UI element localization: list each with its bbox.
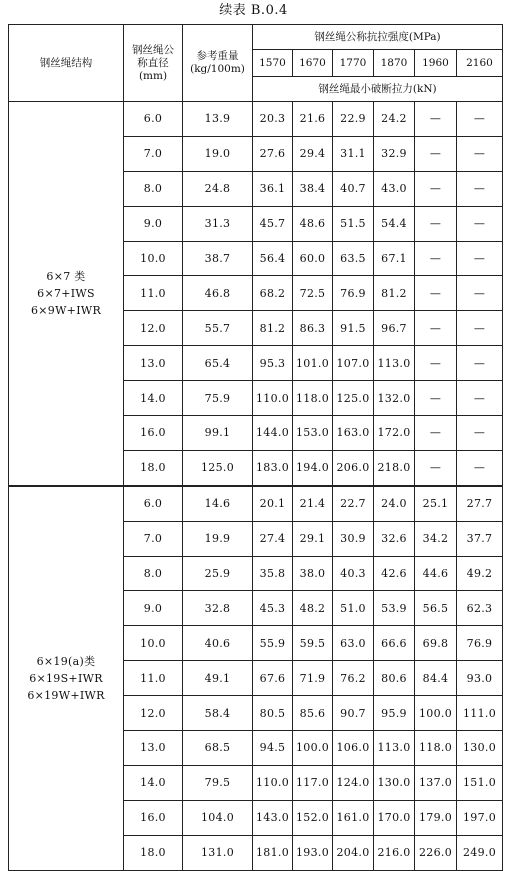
cell-breaking-force: 216.0: [374, 835, 415, 870]
cell-breaking-force: 22.7: [333, 486, 374, 521]
header-grade: 1770: [333, 50, 374, 77]
cell-diameter: 13.0: [124, 346, 183, 381]
cell-breaking-force: 71.9: [293, 661, 333, 696]
cell-breaking-force: 113.0: [374, 346, 415, 381]
cell-weight: 40.6: [183, 626, 253, 661]
cell-breaking-force: 95.9: [374, 696, 415, 731]
cell-breaking-force: 118.0: [293, 381, 333, 416]
cell-breaking-force: —: [415, 346, 457, 381]
cell-breaking-force: 124.0: [333, 765, 374, 800]
cell-breaking-force: —: [457, 346, 503, 381]
cell-breaking-force: 44.6: [415, 556, 457, 591]
cell-breaking-force: 48.2: [293, 591, 333, 626]
cell-breaking-force: 151.0: [457, 765, 503, 800]
cell-breaking-force: 53.9: [374, 591, 415, 626]
cell-breaking-force: —: [457, 206, 503, 241]
header-diameter-line-1: 钢丝绳公: [132, 43, 174, 56]
cell-diameter: 14.0: [124, 765, 183, 800]
cell-breaking-force: —: [415, 381, 457, 416]
cell-breaking-force: 72.5: [293, 276, 333, 311]
cell-breaking-force: 45.3: [253, 591, 293, 626]
header-grade: 1960: [415, 50, 457, 77]
cell-weight: 38.7: [183, 241, 253, 276]
group-label-line: 6×7 类: [46, 269, 86, 283]
cell-diameter: 18.0: [124, 450, 183, 485]
cell-breaking-force: 118.0: [415, 731, 457, 766]
cell-breaking-force: 63.5: [333, 241, 374, 276]
cell-breaking-force: 63.0: [333, 626, 374, 661]
cell-breaking-force: 62.3: [457, 591, 503, 626]
cell-breaking-force: 35.8: [253, 556, 293, 591]
cell-breaking-force: 100.0: [293, 731, 333, 766]
header-weight: [183, 25, 253, 102]
cell-breaking-force: 81.2: [253, 311, 293, 346]
cell-breaking-force: —: [457, 276, 503, 311]
cell-breaking-force: 51.5: [333, 206, 374, 241]
cell-breaking-force: —: [415, 311, 457, 346]
cell-breaking-force: 86.3: [293, 311, 333, 346]
cell-breaking-force: 42.6: [374, 556, 415, 591]
cell-breaking-force: —: [415, 416, 457, 451]
cell-breaking-force: 56.5: [415, 591, 457, 626]
cell-weight: 24.8: [183, 171, 253, 206]
cell-diameter: 6.0: [124, 102, 183, 137]
cell-breaking-force: 27.6: [253, 136, 293, 171]
cell-diameter: 18.0: [124, 835, 183, 870]
cell-breaking-force: 113.0: [374, 731, 415, 766]
cell-weight: 46.8: [183, 276, 253, 311]
cell-breaking-force: 69.8: [415, 626, 457, 661]
cell-breaking-force: 197.0: [457, 800, 503, 835]
cell-breaking-force: 38.0: [293, 556, 333, 591]
cell-breaking-force: 24.2: [374, 102, 415, 137]
cell-weight: 68.5: [183, 731, 253, 766]
cell-breaking-force: 27.7: [457, 486, 503, 521]
cell-breaking-force: —: [415, 276, 457, 311]
cell-weight: 104.0: [183, 800, 253, 835]
cell-breaking-force: 181.0: [253, 835, 293, 870]
cell-diameter: 8.0: [124, 556, 183, 591]
cell-breaking-force: 20.3: [253, 102, 293, 137]
cell-weight: 19.0: [183, 136, 253, 171]
cell-breaking-force: 110.0: [253, 381, 293, 416]
header-weight-line-1: 参考重量: [196, 50, 239, 62]
cell-breaking-force: —: [415, 450, 457, 485]
cell-diameter: 16.0: [124, 416, 183, 451]
cell-breaking-force: 43.0: [374, 171, 415, 206]
cell-breaking-force: 59.5: [293, 626, 333, 661]
cell-breaking-force: 29.1: [293, 521, 333, 556]
cell-breaking-force: —: [415, 241, 457, 276]
cell-breaking-force: 183.0: [253, 450, 293, 485]
cell-breaking-force: 80.6: [374, 661, 415, 696]
cell-breaking-force: 76.2: [333, 661, 374, 696]
cell-diameter: 12.0: [124, 696, 183, 731]
group-label-line: 6×9W+IWR: [30, 303, 102, 317]
group-label-line: 6×19S+IWR: [29, 671, 103, 685]
cell-diameter: 10.0: [124, 626, 183, 661]
cell-weight: 13.9: [183, 102, 253, 137]
header-grade: 1570: [253, 50, 293, 77]
cell-weight: 75.9: [183, 381, 253, 416]
cell-breaking-force: —: [457, 171, 503, 206]
header-diameter: [124, 25, 183, 102]
table-row: [9, 486, 503, 521]
cell-diameter: 16.0: [124, 800, 183, 835]
cell-breaking-force: 76.9: [457, 626, 503, 661]
cell-diameter: 14.0: [124, 381, 183, 416]
cell-breaking-force: 130.0: [374, 765, 415, 800]
cell-breaking-force: 110.0: [253, 765, 293, 800]
cell-breaking-force: —: [457, 450, 503, 485]
cell-breaking-force: 36.1: [253, 171, 293, 206]
cell-breaking-force: 76.9: [333, 276, 374, 311]
cell-breaking-force: 85.6: [293, 696, 333, 731]
cell-breaking-force: 25.1: [415, 486, 457, 521]
cell-breaking-force: 249.0: [457, 835, 503, 870]
cell-weight: 79.5: [183, 765, 253, 800]
cell-breaking-force: 29.4: [293, 136, 333, 171]
cell-breaking-force: 172.0: [374, 416, 415, 451]
cell-breaking-force: 48.6: [293, 206, 333, 241]
group-label-line: 6×19W+IWR: [27, 688, 105, 702]
cell-breaking-force: 21.4: [293, 486, 333, 521]
cell-breaking-force: —: [457, 416, 503, 451]
cell-weight: 25.9: [183, 556, 253, 591]
cell-breaking-force: 161.0: [333, 800, 374, 835]
cell-breaking-force: 30.9: [333, 521, 374, 556]
cell-breaking-force: 40.7: [333, 171, 374, 206]
cell-diameter: 9.0: [124, 591, 183, 626]
cell-breaking-force: —: [457, 102, 503, 137]
cell-breaking-force: —: [415, 206, 457, 241]
cell-breaking-force: 67.6: [253, 661, 293, 696]
table-row: [9, 102, 503, 137]
cell-breaking-force: 100.0: [415, 696, 457, 731]
cell-diameter: 11.0: [124, 276, 183, 311]
header-diameter-line-3: (mm): [138, 69, 168, 82]
cell-breaking-force: 193.0: [293, 835, 333, 870]
cell-breaking-force: 24.0: [374, 486, 415, 521]
cell-weight: 58.4: [183, 696, 253, 731]
cell-diameter: 6.0: [124, 486, 183, 521]
header-grade: 1870: [374, 50, 415, 77]
group-label-line: 6×19(a)类: [36, 654, 96, 668]
cell-breaking-force: 49.2: [457, 556, 503, 591]
cell-breaking-force: 152.0: [293, 800, 333, 835]
cell-breaking-force: 106.0: [333, 731, 374, 766]
group-label: [9, 102, 124, 486]
cell-breaking-force: 80.5: [253, 696, 293, 731]
group-label: [9, 486, 124, 870]
cell-weight: 131.0: [183, 835, 253, 870]
cell-breaking-force: 90.7: [333, 696, 374, 731]
cell-weight: 19.9: [183, 521, 253, 556]
cell-breaking-force: 96.7: [374, 311, 415, 346]
cell-diameter: 9.0: [124, 206, 183, 241]
cell-breaking-force: 27.4: [253, 521, 293, 556]
cell-diameter: 10.0: [124, 241, 183, 276]
cell-breaking-force: 93.0: [457, 661, 503, 696]
cell-weight: 31.3: [183, 206, 253, 241]
cell-breaking-force: 38.4: [293, 171, 333, 206]
cell-weight: 55.7: [183, 311, 253, 346]
header-tensile-strength: 钢丝绳公称抗拉强度(MPa): [253, 25, 503, 50]
header-grade: 1670: [293, 50, 333, 77]
cell-breaking-force: 206.0: [333, 450, 374, 485]
cell-weight: 14.6: [183, 486, 253, 521]
cell-breaking-force: 132.0: [374, 381, 415, 416]
cell-breaking-force: —: [457, 136, 503, 171]
cell-breaking-force: 163.0: [333, 416, 374, 451]
cell-breaking-force: 81.2: [374, 276, 415, 311]
cell-breaking-force: 144.0: [253, 416, 293, 451]
cell-breaking-force: 94.5: [253, 731, 293, 766]
cell-breaking-force: 111.0: [457, 696, 503, 731]
header-diameter-line-2: 称直径: [137, 56, 169, 69]
cell-breaking-force: 143.0: [253, 800, 293, 835]
cell-breaking-force: 37.7: [457, 521, 503, 556]
cell-breaking-force: 91.5: [333, 311, 374, 346]
cell-breaking-force: 204.0: [333, 835, 374, 870]
wire-rope-table: [8, 24, 503, 871]
cell-breaking-force: 45.7: [253, 206, 293, 241]
cell-breaking-force: 32.6: [374, 521, 415, 556]
cell-breaking-force: 60.0: [293, 241, 333, 276]
group-label-line: 6×7+IWS: [37, 286, 95, 300]
cell-weight: 65.4: [183, 346, 253, 381]
cell-breaking-force: 34.2: [415, 521, 457, 556]
cell-weight: 99.1: [183, 416, 253, 451]
cell-breaking-force: 51.0: [333, 591, 374, 626]
cell-breaking-force: 22.9: [333, 102, 374, 137]
cell-breaking-force: 31.1: [333, 136, 374, 171]
cell-breaking-force: —: [457, 381, 503, 416]
header-grade: 2160: [457, 50, 503, 77]
cell-breaking-force: 68.2: [253, 276, 293, 311]
cell-breaking-force: 56.4: [253, 241, 293, 276]
cell-breaking-force: —: [415, 136, 457, 171]
header-structure: 钢丝绳结构: [9, 25, 124, 102]
cell-breaking-force: 21.6: [293, 102, 333, 137]
header-weight-line-2: (kg/100m): [190, 63, 245, 75]
cell-breaking-force: —: [415, 171, 457, 206]
cell-breaking-force: 67.1: [374, 241, 415, 276]
cell-breaking-force: 179.0: [415, 800, 457, 835]
cell-breaking-force: 54.4: [374, 206, 415, 241]
cell-diameter: 7.0: [124, 521, 183, 556]
table-title: 续表 B.0.4: [219, 3, 288, 18]
cell-weight: 125.0: [183, 450, 253, 485]
cell-breaking-force: —: [457, 311, 503, 346]
cell-breaking-force: 170.0: [374, 800, 415, 835]
cell-diameter: 8.0: [124, 171, 183, 206]
cell-breaking-force: 125.0: [333, 381, 374, 416]
table-body: [9, 102, 503, 871]
cell-diameter: 7.0: [124, 136, 183, 171]
cell-breaking-force: 137.0: [415, 765, 457, 800]
cell-weight: 49.1: [183, 661, 253, 696]
cell-breaking-force: 107.0: [333, 346, 374, 381]
cell-breaking-force: 117.0: [293, 765, 333, 800]
cell-breaking-force: 32.9: [374, 136, 415, 171]
cell-diameter: 13.0: [124, 731, 183, 766]
cell-breaking-force: 218.0: [374, 450, 415, 485]
cell-breaking-force: 40.3: [333, 556, 374, 591]
cell-breaking-force: 95.3: [253, 346, 293, 381]
cell-breaking-force: 101.0: [293, 346, 333, 381]
cell-breaking-force: 226.0: [415, 835, 457, 870]
cell-breaking-force: 153.0: [293, 416, 333, 451]
cell-breaking-force: 20.1: [253, 486, 293, 521]
header-breaking-force: 钢丝绳最小破断拉力(kN): [253, 77, 503, 102]
cell-diameter: 12.0: [124, 311, 183, 346]
cell-breaking-force: 66.6: [374, 626, 415, 661]
cell-breaking-force: —: [457, 241, 503, 276]
cell-breaking-force: 130.0: [457, 731, 503, 766]
cell-breaking-force: —: [415, 102, 457, 137]
cell-weight: 32.8: [183, 591, 253, 626]
cell-breaking-force: 55.9: [253, 626, 293, 661]
cell-breaking-force: 194.0: [293, 450, 333, 485]
cell-diameter: 11.0: [124, 661, 183, 696]
cell-breaking-force: 84.4: [415, 661, 457, 696]
